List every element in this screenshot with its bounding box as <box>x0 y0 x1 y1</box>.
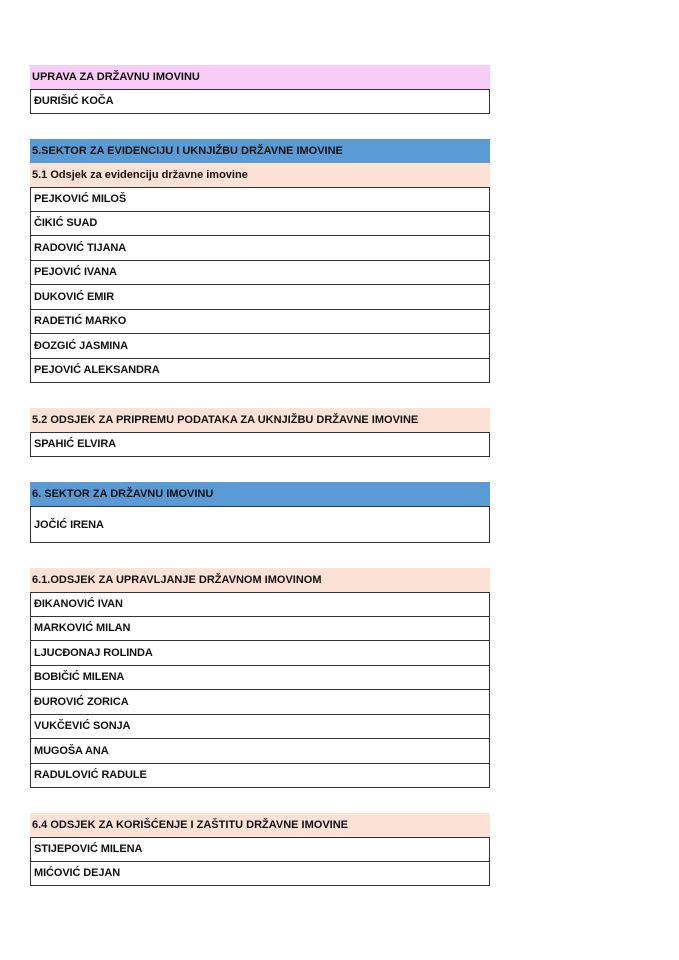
uprava-title: UPRAVA ZA DRŽAVNU IMOVINU <box>30 65 490 89</box>
sector6-block <box>30 482 490 543</box>
uprava-head-row: ĐURIŠIĆ KOČA <box>30 89 490 114</box>
uprava-block <box>30 65 490 114</box>
sector5-dept1-title: 5.1 Odsjek za evidenciju državne imovine <box>30 163 490 187</box>
sector6-dept1-title: 6.1.ODSJEK ZA UPRAVLJANJE DRŽAVNOM IMOVINOM <box>30 568 490 592</box>
sector5-dept2-title: 5.2 ODSJEK ZA PRIPREMU PODATAKA ZA UKNJIŽBU DRŽAVNE IMOVINE <box>30 408 490 432</box>
staff-row: VUKČEVIĆ SONJA <box>30 715 490 740</box>
staff-row: ĐOZGIĆ JASMINA <box>30 334 490 359</box>
staff-row: LJUCĐONAJ ROLINDA <box>30 641 490 666</box>
staff-row: MIĆOVIĆ DEJAN <box>30 862 490 887</box>
staff-row: PEJKOVIĆ MILOŠ <box>30 187 490 212</box>
sector5-title: 5.SEKTOR ZA EVIDENCIJU I UKNJIŽBU DRŽAVNE IMOVINE <box>30 139 490 163</box>
staff-row: MARKOVIĆ MILAN <box>30 617 490 642</box>
staff-row: RADETIĆ MARKO <box>30 310 490 335</box>
sector5-dept2-block <box>30 408 490 457</box>
sector6-dept1-block <box>30 568 490 788</box>
sector5-block <box>30 139 490 383</box>
staff-row: ĐUROVIĆ ZORICA <box>30 690 490 715</box>
staff-row: ČIKIĆ SUAD <box>30 212 490 237</box>
staff-row: ĐIKANOVIĆ IVAN <box>30 592 490 617</box>
sector6-head-row: JOČIĆ IRENA <box>30 506 490 543</box>
staff-row: STIJEPOVIĆ MILENA <box>30 837 490 862</box>
sector6-dept4-title: 6.4 ODSJEK ZA KORIŠĆENJE I ZAŠTITU DRŽAVNE IMOVINE <box>30 813 490 837</box>
staff-row: RADULOVIĆ RADULE <box>30 764 490 789</box>
staff-row: PEJOVIĆ IVANA <box>30 261 490 286</box>
staff-row: MUGOŠA ANA <box>30 739 490 764</box>
staff-row: DUKOVIĆ EMIR <box>30 285 490 310</box>
staff-row: PEJOVIĆ ALEKSANDRA <box>30 359 490 384</box>
sector6-dept4-block <box>30 813 490 886</box>
staff-row: BOBIČIĆ MILENA <box>30 666 490 691</box>
staff-row: SPAHIĆ ELVIRA <box>30 432 490 457</box>
sector6-title: 6. SEKTOR ZA DRŽAVNU IMOVINU <box>30 482 490 506</box>
staff-row: RADOVIĆ TIJANA <box>30 236 490 261</box>
